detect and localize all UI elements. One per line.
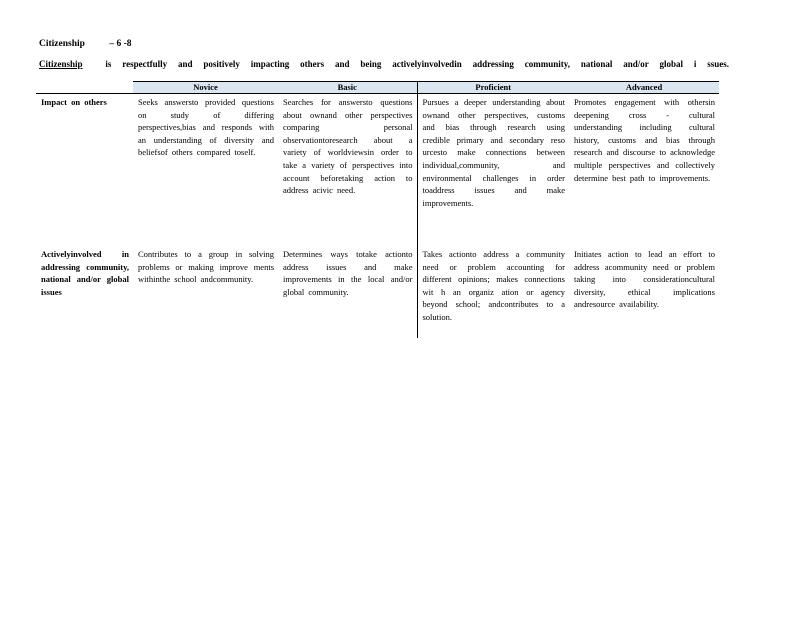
page-title <box>39 38 131 51</box>
column-header-blank <box>36 82 133 94</box>
header-row <box>36 82 719 94</box>
title-text: Citizenship <box>39 39 85 49</box>
table-row <box>36 94 719 247</box>
cell-advanced: Initiates action to lead an effort to address acommunity need or problem taking into considerationcultural diversity, ethical implications andresource availability. <box>574 249 715 310</box>
column-header-basic: Basic <box>278 82 417 94</box>
rubric-table <box>36 81 719 338</box>
cell-proficient: Takes actionto address a community need or problem accounting for different opinions; makes connections wit h an organiz ation or agency beyond school; andcontributes to a solution. <box>417 246 569 338</box>
grade-range: – 6 -8 <box>109 39 132 49</box>
criterion-label: Impact on others <box>41 97 107 107</box>
cell-basic: Searches for answersto questions about ownand other perspectives comparing personal observationtoresearch about a variety of worldviewsin order to take a variety of perspectives into account beforetaking action to address acivic need. <box>283 97 413 196</box>
cell-novice: Contributes to a group in solving problems or making improve ments withinthe school andcommunity. <box>138 249 274 285</box>
definition <box>39 58 729 71</box>
table-row <box>36 246 719 338</box>
cell-basic: Determines ways totake actionto address issues and make improvements in the local and/or global community. <box>283 249 413 297</box>
column-header-proficient: Proficient <box>417 82 569 94</box>
definition-term: Citizenship <box>39 59 83 69</box>
cell-proficient: Pursues a deeper understanding about ownand other perspectives, customs and bias through research using credible primary and secondary reso urcesto make connections between individual,community, and environmental challenges in order toaddress issues and make improvements. <box>417 94 569 247</box>
cell-advanced: Promotes engagement with othersin deepening cross - cultural understanding including cultural history, customs and bias through research and discourse to acknowledge multiple perspectives and collectively determine best path to improvements. <box>574 97 715 183</box>
column-header-advanced: Advanced <box>569 82 719 94</box>
cell-novice: Seeks answersto provided questions on study of differing perspectives,bias and responds with an understanding of diversity and beliefsof others compared toself. <box>138 97 274 158</box>
criterion-label: Activelyinvolved in addressing community, national and/or global issues <box>41 249 129 297</box>
column-header-novice: Novice <box>133 82 278 94</box>
definition-text: is respectfully and positively impacting others and being activelyinvolvedin addressing community, national and/or global i ssues. <box>105 59 729 69</box>
